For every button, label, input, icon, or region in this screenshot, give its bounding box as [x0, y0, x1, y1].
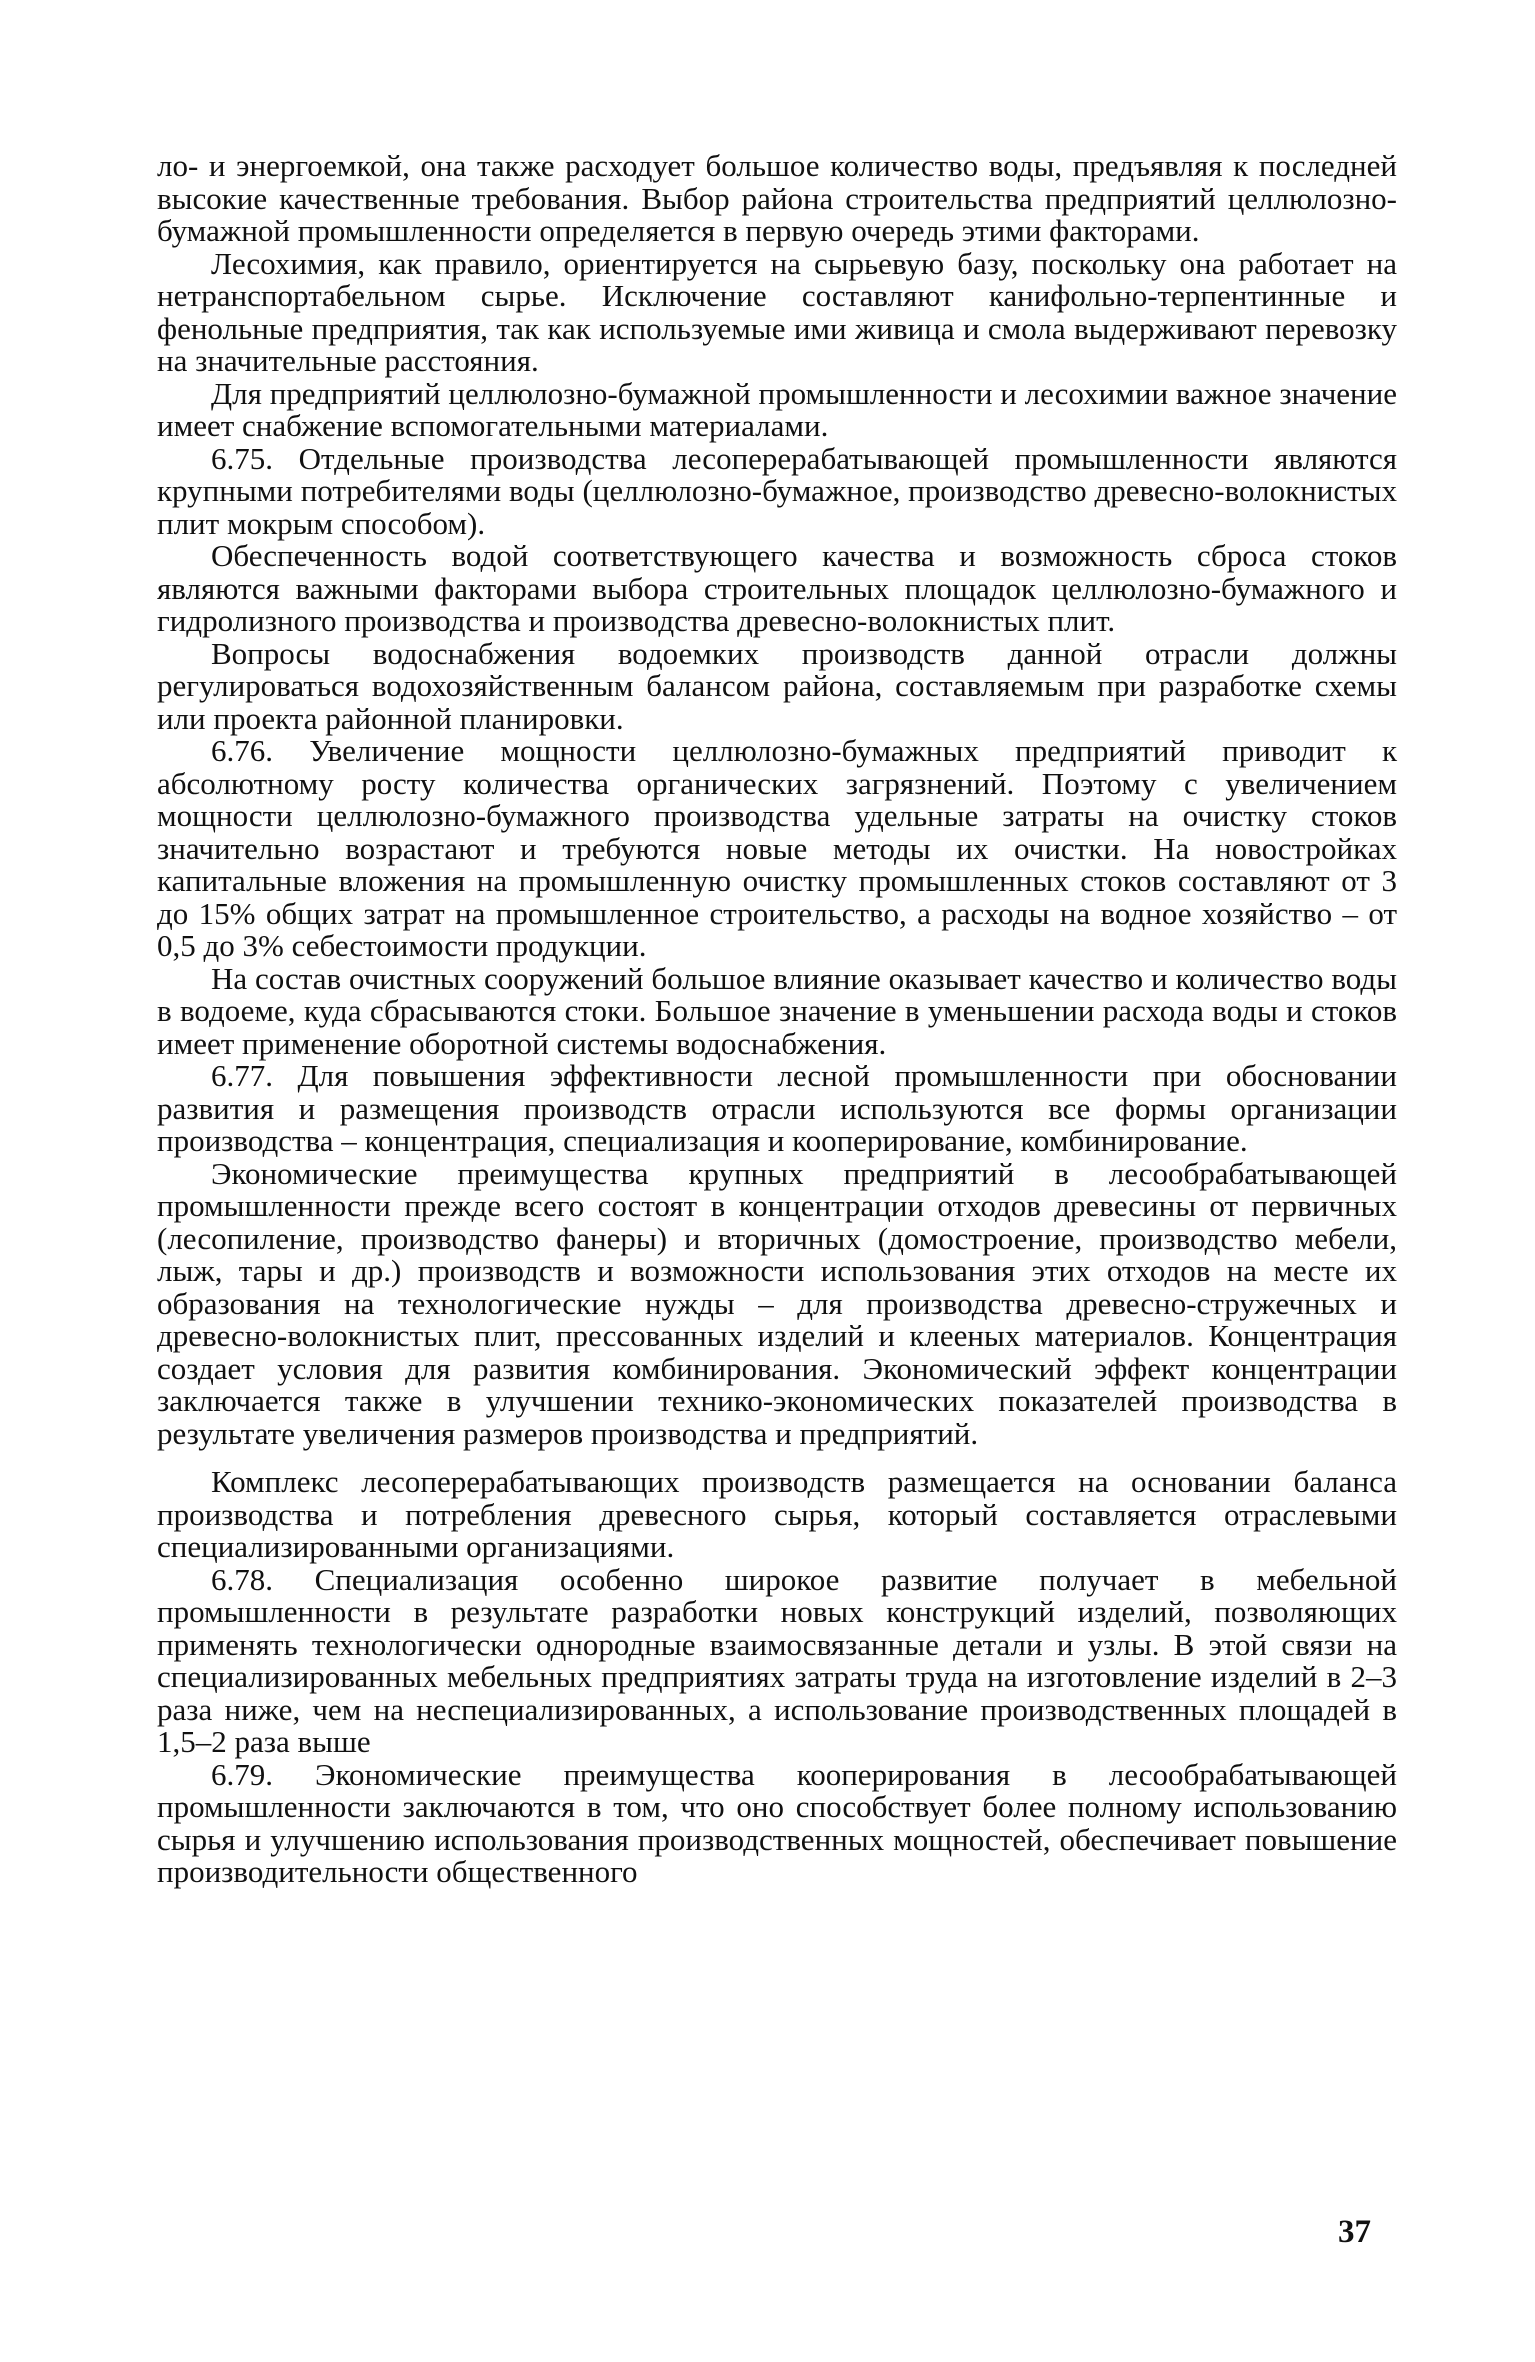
paragraph-text: Экономические преимущества крупных предприятий в лесообрабатывающей промышленности прежде всего состоят в концентрации отходов древесины от первичных (лесопиление, производство фанеры) и вторичных (домостроение, производство мебели, лыж, тары и др.) производств и возможности использования этих отходов на месте их образования на технологические нужды – для производства древесно-стружечных и древесно-волокнистых плит, прессованных изделий и клееных материалов. Концентрация создает условия для развития комбинирования. Экономический эффект концентрации заключается также в улучшении технико-экономических показателей производства в результате увеличения размеров производства и предприятий. [157, 1155, 1397, 1451]
section-paragraph [157, 735, 1397, 963]
section-paragraph [157, 1060, 1397, 1158]
paragraph-text: Вопросы водоснабжения водоемких производств данной отрасли должны регулироваться водохозяйственным балансом района, составляемым при разработке схемы или проекта районной планировки. [157, 635, 1397, 736]
paragraph [157, 540, 1397, 638]
paragraph [157, 1466, 1397, 1564]
section-number: 6.77. [211, 1058, 273, 1093]
paragraph [157, 245, 1397, 378]
body-text [157, 150, 1397, 1889]
section-paragraph [157, 1756, 1397, 1889]
paragraph-text: Для повышения эффективности лесной промышленности при обосновании развития и размещения производств отрасли используются все формы организации производства – концентрация, специализация и кооперирование, комбинирование. [157, 1058, 1397, 1158]
section-number: 6.79. [211, 1756, 273, 1792]
paragraph-text: Специализация особенно широкое развитие получает в мебельной промышленности в результате разработки новых конструкций изделий, позволяющих применять технологически однородные взаимосвязанные детали и узлы. В этой связи на специализированных мебельных предприятиях затраты труда на изготовление изделий в 2–3 раза ниже, чем на неспециализированных, а использование производственных площадей в 1,5–2 раза выше [157, 1561, 1397, 1759]
paragraph [157, 635, 1397, 736]
paragraph-text: Для предприятий целлюлозно-бумажной промышленности и лесохимии важное значение имеет снабжение вспомогательными материалами. [157, 375, 1397, 443]
section-number: 6.76. [211, 733, 273, 768]
page-number: 37 [1338, 2214, 1371, 2250]
paragraph-text: Комплекс лесоперерабатывающих производств размещается на основании баланса производства и потребления древесного сырья, который составляется отраслевыми специализированными организациями. [157, 1464, 1397, 1564]
section-number: 6.78. [211, 1561, 273, 1597]
paragraph-text: Отдельные производства лесоперерабатывающей промышленности являются крупными потребителями воды (целлюлозно-бумажное, производство древесно-волокнистых плит мокрым способом). [157, 440, 1398, 541]
paragraph [157, 375, 1397, 443]
section-number: 6.75. [211, 440, 273, 476]
paragraph [157, 150, 1397, 248]
paragraph-text: ло- и энергоемкой, она также расходует большое количество воды, предъявляя к последней высокие качественные требования. Выбор района строительства предприятий целлюлозно-бумажной промышленности определяется в первую очередь этими факторами. [157, 148, 1397, 248]
paragraph [157, 960, 1397, 1061]
section-paragraph [157, 1561, 1397, 1759]
paragraph-text: Лесохимия, как правило, ориентируется на сырьевую базу, поскольку она работает на нетранспортабельном сырье. Исключение составляют канифольно-терпентинные и фенольные предприятия, так как используемые ими живица и смола выдерживают перевозку на значительные расстояния. [157, 245, 1397, 378]
paragraph-text: Увеличение мощности целлюлозно-бумажных предприятий приводит к абсолютному росту количества органических загрязнений. Поэтому с увеличением мощности целлюлозно-бумажного производства удельные затраты на очистку стоков значительно возрастают и требуются новые методы их очистки. На новостройках капитальные вложения на промышленную очистку промышленных стоков составляют от 3 до 15% общих затрат на промышленное строительство, а расходы на водное хозяйство – от 0,5 до 3% себестоимости продукции. [157, 733, 1398, 963]
paragraph-text: Экономические преимущества кооперирования в лесообрабатывающей промышленности заключаются в том, что оно способствует более полному использованию сырья и улучшению использования производственных мощностей, обеспечивает повышение производительности общественного [157, 1756, 1397, 1889]
section-paragraph [157, 440, 1398, 541]
paragraph [157, 1155, 1397, 1451]
paragraph-text: Обеспеченность водой соответствующего качества и возможность сброса стоков являются важными факторами выбора строительных площадок целлюлозно-бумажного и гидролизного производства и производства древесно-волокнистых плит. [157, 538, 1397, 638]
paragraph-text: На состав очистных сооружений большое влияние оказывает качество и количество воды в водоеме, куда сбрасываются стоки. Большое значение в уменьшении расхода воды и стоков имеет применение оборотной системы водоснабжения. [157, 960, 1397, 1061]
